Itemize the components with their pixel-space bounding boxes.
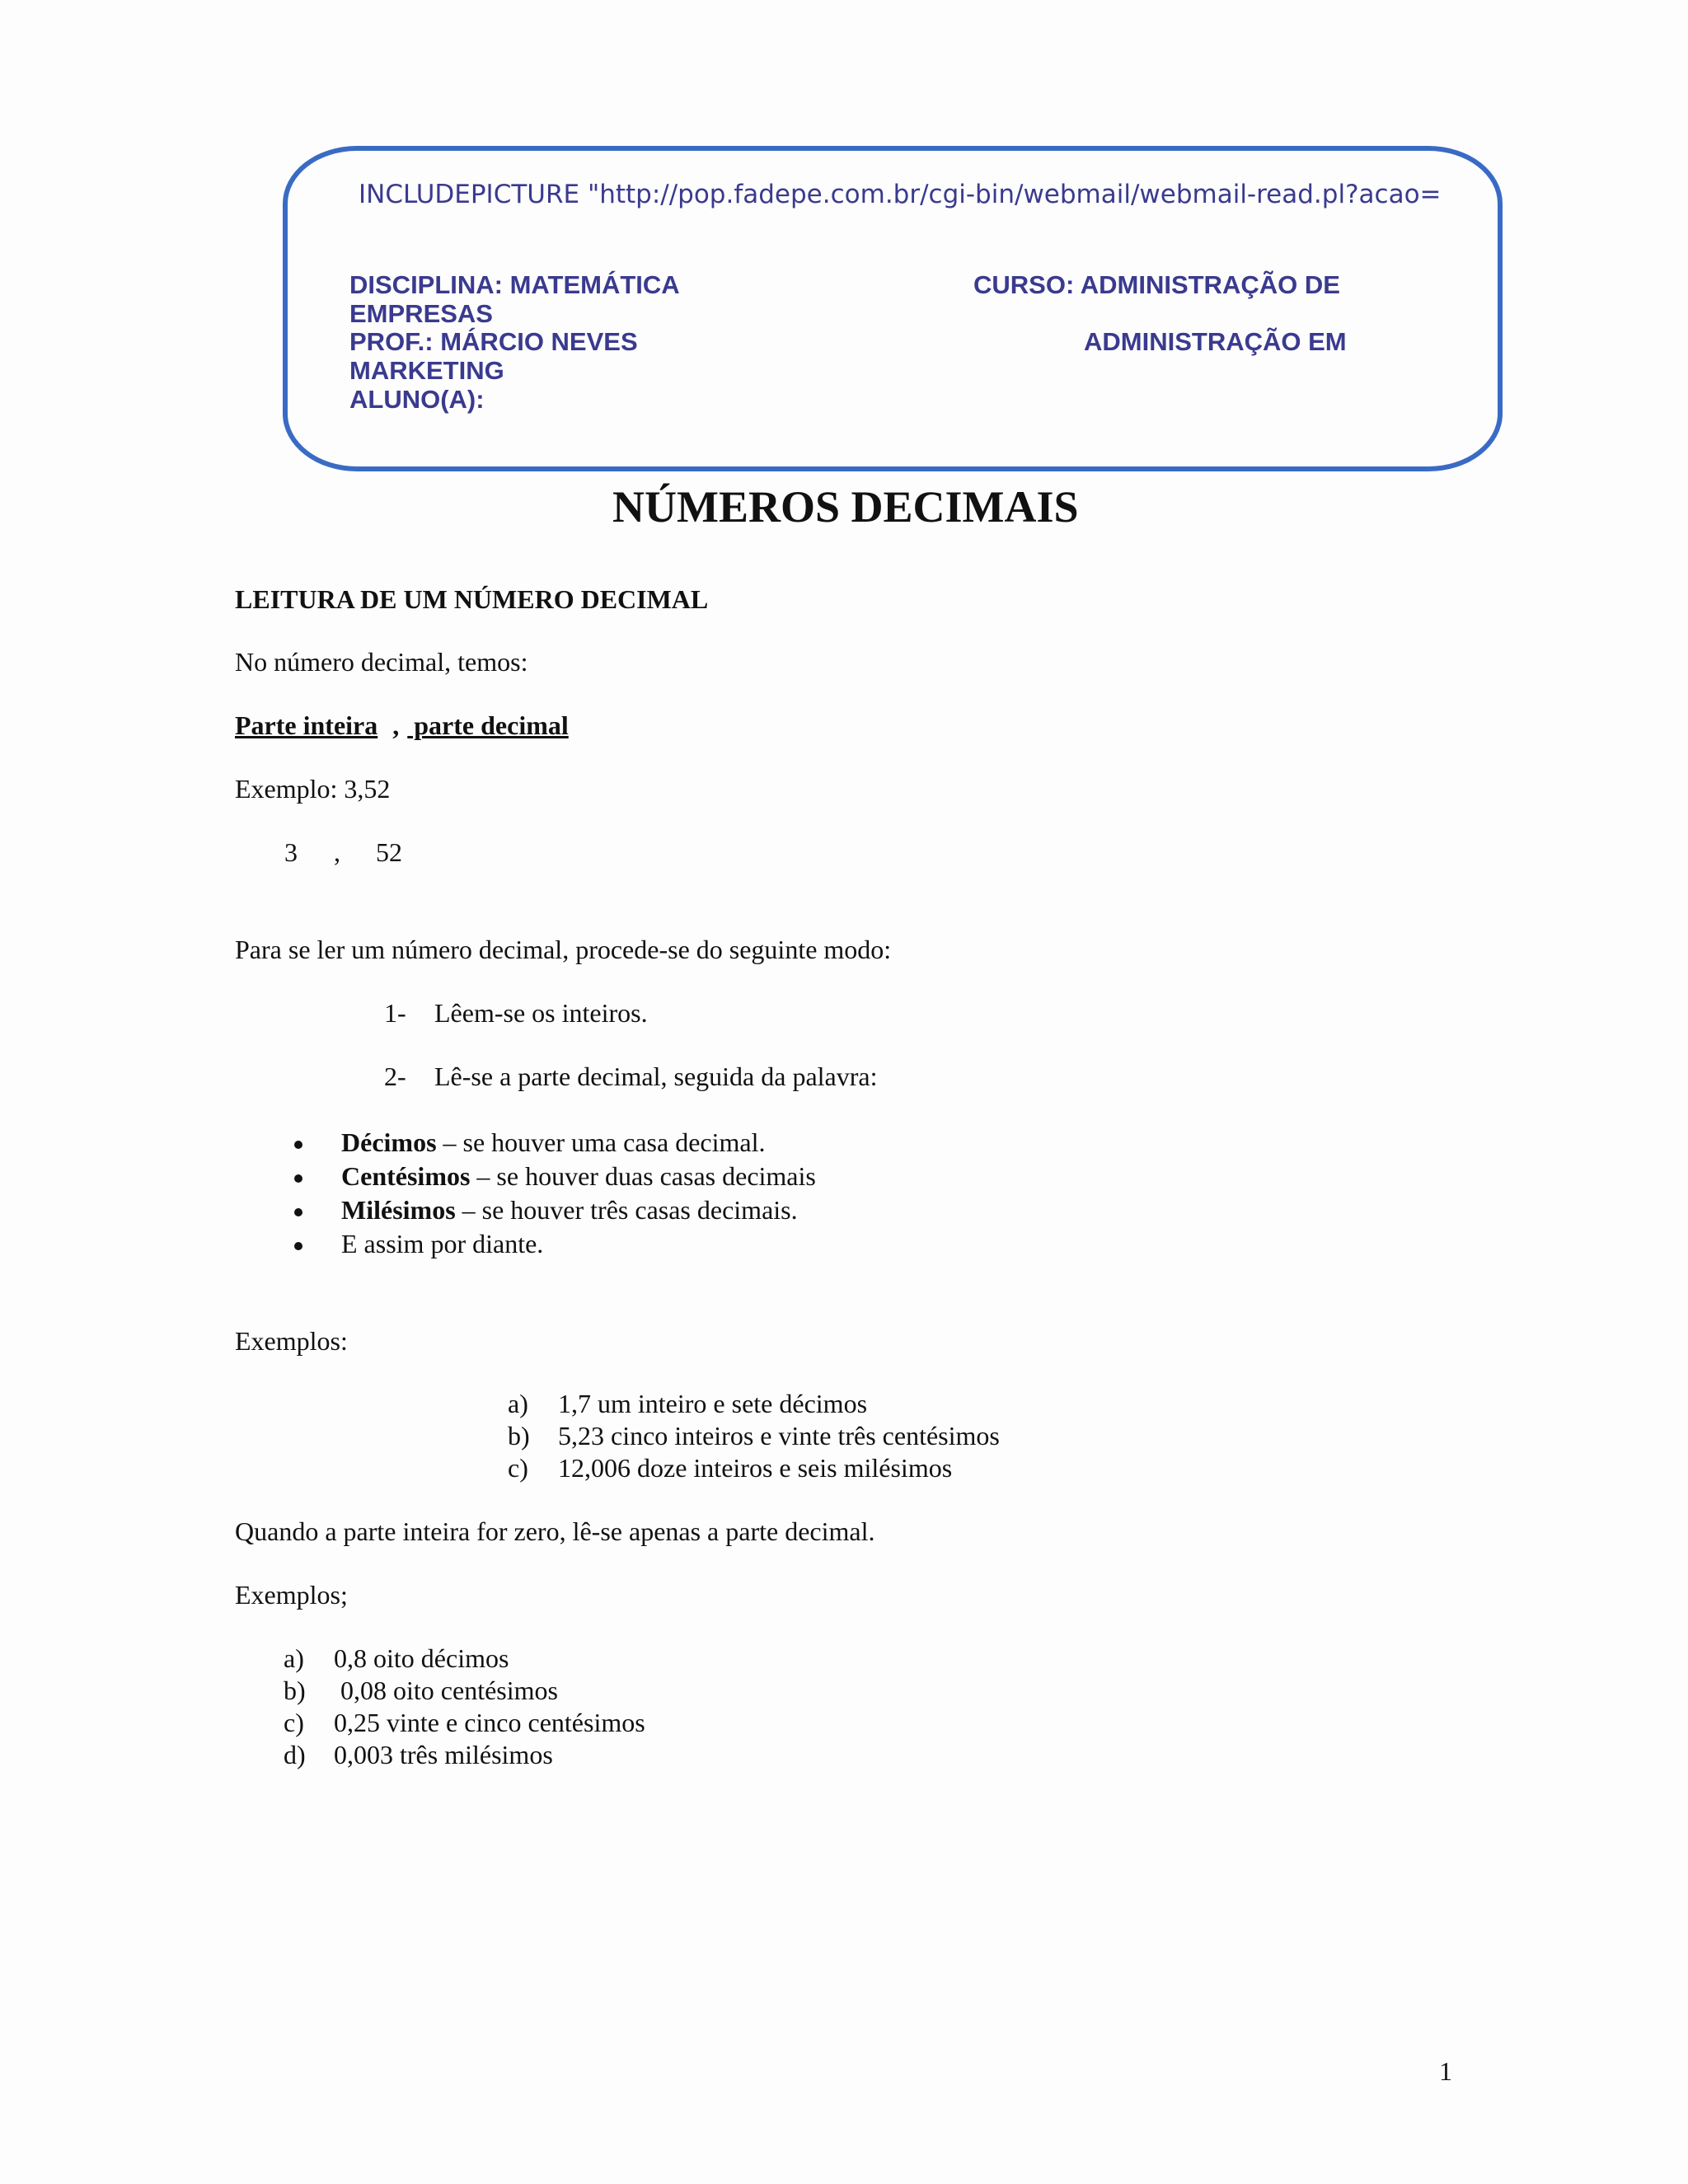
aluno-label: ALUNO(A): bbox=[349, 385, 485, 414]
bullet-desc: – se houver uma casa decimal. bbox=[436, 1127, 766, 1157]
bullet-desc: – se houver duas casas decimais bbox=[470, 1161, 816, 1191]
example-text: 12,006 doze inteiros e seis milésimos bbox=[558, 1453, 953, 1483]
administracao-em-label: ADMINISTRAÇÃO EM bbox=[1084, 327, 1347, 356]
page-title: NÚMEROS DECIMAIS bbox=[612, 482, 1079, 532]
example-text: 0,08 oito centésimos bbox=[334, 1675, 558, 1705]
parts-comma: , bbox=[392, 710, 400, 740]
procedure-intro: Para se ler um número decimal, procede-se do seguinte modo: bbox=[235, 935, 892, 964]
bullet-icon bbox=[294, 1141, 302, 1149]
exemplos-label: Exemplos; bbox=[235, 1580, 348, 1610]
example-letter: b) bbox=[508, 1421, 530, 1451]
parte-decimal-label: parte decimal bbox=[407, 710, 569, 740]
bullet-item bbox=[341, 1126, 765, 1159]
bullet-term: Milésimos bbox=[341, 1195, 456, 1225]
bullet-item bbox=[341, 1227, 543, 1260]
parts-line bbox=[235, 709, 569, 742]
section-heading: LEITURA DE UM NÚMERO DECIMAL bbox=[235, 584, 709, 614]
exemplo-label: Exemplo: 3,52 bbox=[235, 774, 391, 804]
bullet-term: Décimos bbox=[341, 1127, 437, 1157]
empresas-label: EMPRESAS bbox=[349, 299, 493, 328]
example-letter: d) bbox=[284, 1740, 306, 1769]
bullet-desc: E assim por diante. bbox=[341, 1229, 544, 1258]
example-text: 0,003 três milésimos bbox=[334, 1740, 553, 1769]
example-letter: c) bbox=[508, 1453, 528, 1483]
bullet-icon bbox=[294, 1208, 302, 1216]
bullet-item bbox=[341, 1160, 816, 1193]
bullet-desc: – se houver três casas decimais. bbox=[455, 1195, 798, 1225]
bullet-item bbox=[341, 1193, 798, 1226]
include-picture-line: INCLUDEPICTURE "http://pop.fadepe.com.br/cgi-bin/webmail/webmail-read.pl?acao= bbox=[359, 180, 1442, 209]
step-text: Lêem-se os inteiros. bbox=[434, 998, 648, 1028]
disciplina-label: DISCIPLINA: MATEMÁTICA bbox=[349, 270, 680, 299]
curso-label: CURSO: ADMINISTRAÇÃO DE bbox=[973, 270, 1340, 299]
example-letter: c) bbox=[284, 1708, 304, 1737]
example-comma: , bbox=[334, 837, 340, 867]
example-decimal: 52 bbox=[376, 837, 402, 867]
example-text: 0,25 vinte e cinco centésimos bbox=[334, 1708, 645, 1737]
example-letter: b) bbox=[284, 1675, 306, 1705]
example-integer: 3 bbox=[284, 837, 298, 867]
intro-text: No número decimal, temos: bbox=[235, 647, 528, 677]
example-letter: a) bbox=[284, 1643, 304, 1673]
page-number: 1 bbox=[1439, 2056, 1452, 2086]
parte-inteira-label: Parte inteira bbox=[235, 710, 378, 740]
prof-label: PROF.: MÁRCIO NEVES bbox=[349, 327, 638, 356]
zero-rule-text: Quando a parte inteira for zero, lê-se apenas a parte decimal. bbox=[235, 1516, 875, 1546]
step-text: Lê-se a parte decimal, seguida da palavra: bbox=[434, 1062, 878, 1091]
exemplos-label: Exemplos: bbox=[235, 1326, 348, 1356]
bullet-icon bbox=[294, 1242, 302, 1250]
example-letter: a) bbox=[508, 1389, 528, 1418]
example-text: 5,23 cinco inteiros e vinte três centésimos bbox=[558, 1421, 1000, 1451]
example-text: 0,8 oito décimos bbox=[334, 1643, 509, 1673]
step-number: 1- bbox=[384, 998, 406, 1028]
step-number: 2- bbox=[384, 1062, 406, 1091]
example-text: 1,7 um inteiro e sete décimos bbox=[558, 1389, 868, 1418]
bullet-icon bbox=[294, 1174, 302, 1183]
bullet-term: Centésimos bbox=[341, 1161, 471, 1191]
marketing-label: MARKETING bbox=[349, 356, 504, 385]
